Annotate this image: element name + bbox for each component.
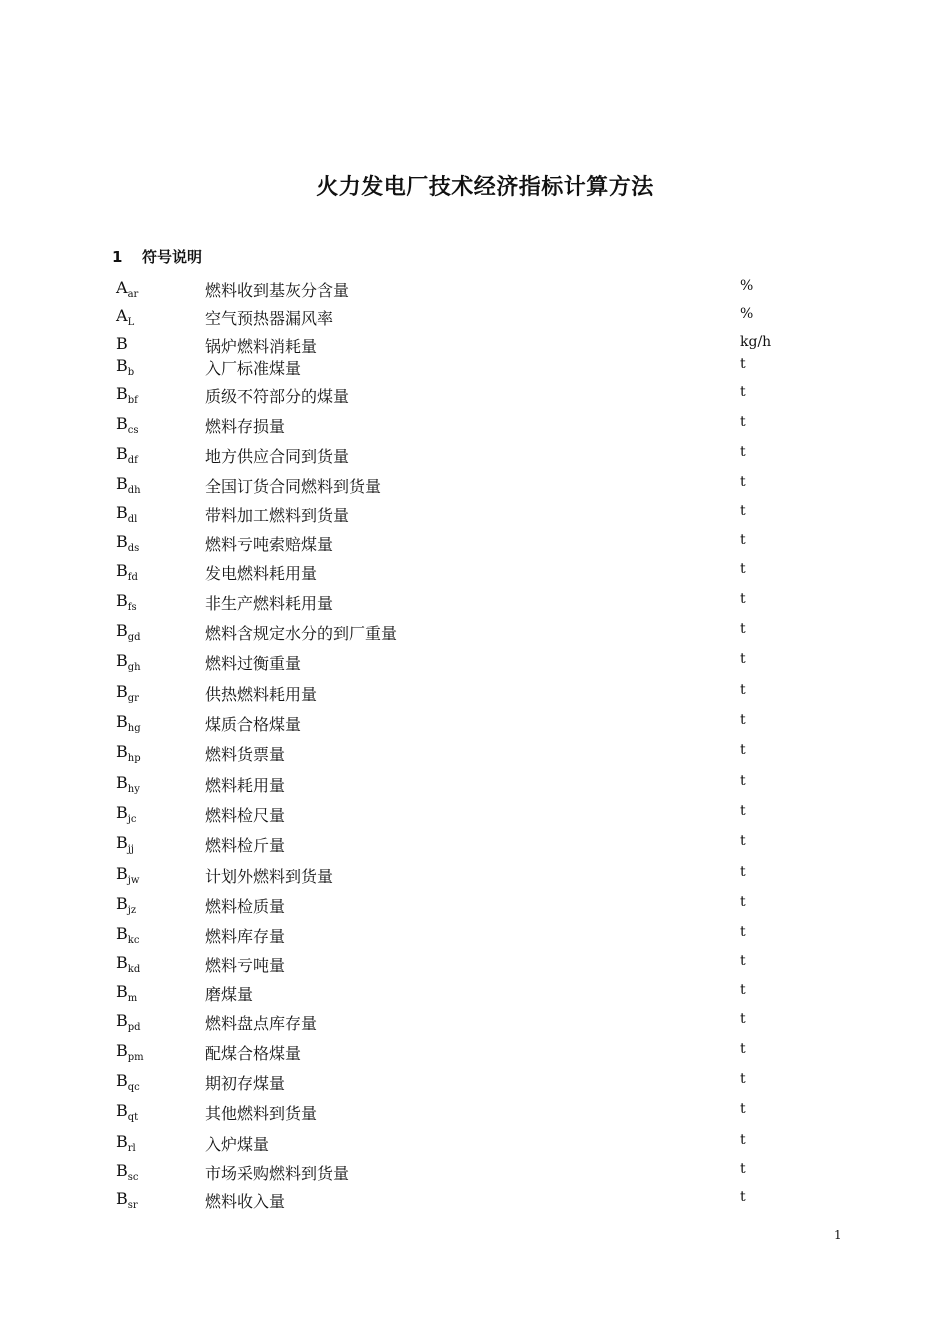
symbol-subscript: dl	[127, 514, 138, 525]
symbol-row	[0, 953, 950, 981]
symbol-row	[0, 414, 950, 442]
symbol-unit: t	[740, 1161, 746, 1177]
symbol-base: B	[116, 1101, 128, 1120]
symbol-row	[0, 503, 950, 531]
symbol-base: B	[116, 924, 128, 943]
symbol-subscript: dh	[127, 485, 141, 496]
symbol-base: A	[116, 278, 128, 297]
symbol-subscript: gd	[127, 632, 141, 643]
symbol	[116, 621, 141, 643]
symbol-unit: t	[740, 742, 746, 758]
symbol-base: B	[116, 356, 128, 375]
symbol	[116, 532, 139, 554]
symbol-subscript: kd	[127, 964, 141, 975]
symbol-unit: t	[740, 503, 746, 519]
symbol-base: B	[116, 414, 128, 433]
symbol-row	[0, 474, 950, 502]
symbol-base: B	[116, 712, 128, 731]
symbol-subscript: b	[127, 367, 135, 378]
symbol	[116, 712, 141, 734]
symbol-row	[0, 1132, 950, 1160]
symbol-subscript: pm	[127, 1052, 144, 1063]
symbol-description: 燃料亏吨索赔煤量	[205, 535, 334, 554]
symbol-base: A	[116, 306, 128, 325]
symbol-description: 燃料存损量	[205, 417, 286, 436]
symbol-description: 燃料检质量	[205, 897, 286, 916]
symbol-base: B	[116, 1189, 128, 1208]
symbol-description: 空气预热器漏风率	[205, 309, 334, 328]
symbol-subscript: cs	[127, 425, 139, 436]
symbol-row	[0, 356, 950, 384]
symbol	[116, 1161, 139, 1183]
symbol-description: 燃料含规定水分的到厂重量	[205, 624, 398, 643]
symbol	[116, 982, 137, 1004]
symbol-subscript: bf	[127, 395, 138, 406]
symbol-unit: t	[740, 803, 746, 819]
symbol-row	[0, 982, 950, 1010]
symbol-description: 非生产燃料耗用量	[205, 594, 334, 613]
symbol-subscript: ds	[127, 543, 140, 554]
symbol	[116, 444, 138, 466]
symbol-row	[0, 444, 950, 472]
symbol-base: B	[116, 532, 128, 551]
symbol-subscript: m	[127, 993, 138, 1004]
section-number: 1	[112, 248, 123, 266]
symbol-unit: t	[740, 474, 746, 490]
symbol	[116, 1189, 138, 1211]
symbol-description: 磨煤量	[205, 985, 254, 1004]
symbol	[116, 1101, 138, 1123]
symbol-unit: t	[740, 773, 746, 789]
symbol-description: 燃料收到基灰分含量	[205, 281, 350, 300]
symbol-row	[0, 1071, 950, 1099]
symbol-subscript: sr	[127, 1200, 138, 1211]
symbol	[116, 1041, 144, 1063]
symbol-base: B	[116, 561, 128, 580]
symbol-base: B	[116, 591, 128, 610]
symbol-base: B	[116, 1161, 128, 1180]
symbol-description: 其他燃料到货量	[205, 1104, 318, 1123]
symbol-unit: t	[740, 1189, 746, 1205]
symbol-row	[0, 773, 950, 801]
symbol-unit: t	[740, 682, 746, 698]
symbol-description: 配煤合格煤量	[205, 1044, 302, 1063]
symbol-row	[0, 864, 950, 892]
symbol-subscript: gr	[127, 693, 139, 704]
symbol-row	[0, 1189, 950, 1217]
symbol	[116, 474, 141, 496]
symbol-unit: t	[740, 444, 746, 460]
symbol-row	[0, 278, 950, 306]
symbol-base: B	[116, 1041, 128, 1060]
symbol-row	[0, 894, 950, 922]
symbol-base: B	[116, 384, 128, 403]
symbol-subscript: sc	[127, 1172, 139, 1183]
symbol-unit: t	[740, 1101, 746, 1117]
symbol-base: B	[116, 1132, 128, 1151]
symbol	[116, 384, 138, 406]
symbol-base: B	[116, 803, 128, 822]
symbol-base: B	[116, 334, 128, 353]
symbol-base: B	[116, 651, 128, 670]
symbol-description: 燃料库存量	[205, 927, 286, 946]
symbol	[116, 306, 134, 328]
symbol-row	[0, 833, 950, 861]
symbol-row	[0, 1101, 950, 1129]
symbol-base: B	[116, 474, 128, 493]
symbol-base: B	[116, 742, 128, 761]
symbol-row	[0, 591, 950, 619]
symbol-unit: t	[740, 651, 746, 667]
symbol-base: B	[116, 773, 128, 792]
symbol-description: 燃料货票量	[205, 745, 286, 764]
symbol-unit: t	[740, 1071, 746, 1087]
symbol-base: B	[116, 833, 128, 852]
symbol-subscript: jc	[127, 814, 137, 825]
symbol-unit: t	[740, 414, 746, 430]
symbol-unit: t	[740, 894, 746, 910]
symbol-description: 带料加工燃料到货量	[205, 506, 350, 525]
symbol-base: B	[116, 1011, 128, 1030]
symbol-base: B	[116, 682, 128, 701]
symbol-subscript: jj	[127, 844, 134, 855]
symbol	[116, 591, 137, 613]
symbol-subscript: qc	[127, 1082, 140, 1093]
symbol-description: 期初存煤量	[205, 1074, 286, 1093]
symbol-unit: t	[740, 712, 746, 728]
symbol-base: B	[116, 894, 128, 913]
symbol-unit: t	[740, 953, 746, 969]
symbol	[116, 924, 139, 946]
symbol	[116, 1132, 136, 1154]
symbol-description: 燃料过衡重量	[205, 654, 302, 673]
symbol-unit: t	[740, 1132, 746, 1148]
symbol-description: 锅炉燃料消耗量	[205, 337, 318, 356]
symbol-row	[0, 384, 950, 412]
symbol-subscript: kc	[127, 935, 140, 946]
symbol-row	[0, 682, 950, 710]
symbol-unit: t	[740, 591, 746, 607]
symbol-subscript: fs	[127, 602, 137, 613]
symbol-unit: t	[740, 384, 746, 400]
symbol	[116, 651, 141, 673]
symbol-row	[0, 924, 950, 952]
symbol-description: 燃料收入量	[205, 1192, 286, 1211]
symbol	[116, 803, 136, 825]
symbol-unit: %	[740, 306, 754, 322]
symbol-unit: t	[740, 833, 746, 849]
symbol-unit: %	[740, 278, 754, 294]
symbol	[116, 1071, 140, 1093]
symbol	[116, 864, 139, 886]
symbol	[116, 561, 138, 583]
symbol-subscript: fd	[127, 572, 138, 583]
document-title: 火力发电厂技术经济指标计算方法	[316, 175, 654, 200]
symbol-subscript: jz	[127, 905, 137, 916]
symbol	[116, 334, 128, 353]
symbol-row	[0, 532, 950, 560]
symbol-description: 燃料检斤量	[205, 836, 286, 855]
symbol-base: B	[116, 503, 128, 522]
symbol-description: 发电燃料耗用量	[205, 564, 318, 583]
symbol-description: 燃料亏吨量	[205, 956, 286, 975]
symbol-unit: t	[740, 982, 746, 998]
symbol-base: B	[116, 1071, 128, 1090]
symbol-subscript: rl	[127, 1143, 136, 1154]
symbol	[116, 833, 134, 855]
symbol-base: B	[116, 982, 128, 1001]
symbol-description: 市场采购燃料到货量	[205, 1164, 350, 1183]
symbol-description: 燃料盘点库存量	[205, 1014, 318, 1033]
symbol	[116, 1011, 141, 1033]
symbol-unit: t	[740, 532, 746, 548]
symbol-subscript: jw	[127, 875, 140, 886]
symbol-subscript: gh	[127, 662, 141, 673]
symbol-description: 入厂标准煤量	[205, 359, 302, 378]
symbol-unit: kg/h	[740, 334, 772, 350]
symbol-subscript: df	[127, 455, 138, 466]
symbol-description: 煤质合格煤量	[205, 715, 302, 734]
symbol-base: B	[116, 953, 128, 972]
symbol-subscript: ar	[127, 289, 139, 300]
symbol-description: 地方供应合同到货量	[205, 447, 350, 466]
symbol	[116, 894, 136, 916]
symbol-row	[0, 742, 950, 770]
symbol-description: 质级不符部分的煤量	[205, 387, 350, 406]
symbol	[116, 414, 139, 436]
page-number: 1	[834, 1228, 842, 1242]
symbol-unit: t	[740, 1041, 746, 1057]
symbol-subscript: qt	[127, 1112, 139, 1123]
symbol-row	[0, 1011, 950, 1039]
symbol-row	[0, 803, 950, 831]
section-title: 符号说明	[142, 248, 203, 266]
symbol	[116, 682, 139, 704]
symbol	[116, 953, 140, 975]
symbol	[116, 356, 134, 378]
symbol	[116, 742, 141, 764]
symbol-subscript: hp	[127, 753, 141, 764]
symbol-row	[0, 1041, 950, 1069]
symbol-unit: t	[740, 924, 746, 940]
symbol-row	[0, 306, 950, 334]
symbol-description: 全国订货合同燃料到货量	[205, 477, 382, 496]
symbol-unit: t	[740, 621, 746, 637]
symbol	[116, 503, 137, 525]
symbol-description: 供热燃料耗用量	[205, 685, 318, 704]
symbol-unit: t	[740, 356, 746, 372]
symbol-description: 入炉煤量	[205, 1135, 270, 1154]
symbol-row	[0, 561, 950, 589]
symbol-row	[0, 651, 950, 679]
symbol-base: B	[116, 444, 128, 463]
symbol-description: 燃料检尺量	[205, 806, 286, 825]
symbol-unit: t	[740, 1011, 746, 1027]
symbol-row	[0, 712, 950, 740]
symbol	[116, 773, 140, 795]
symbol-base: B	[116, 621, 128, 640]
symbol-row	[0, 1161, 950, 1189]
symbol-subscript: pd	[127, 1022, 141, 1033]
symbol	[116, 278, 138, 300]
symbol-subscript: L	[127, 317, 135, 328]
symbol-description: 计划外燃料到货量	[205, 867, 334, 886]
symbol-subscript: hg	[127, 723, 141, 734]
symbol-unit: t	[740, 561, 746, 577]
symbol-base: B	[116, 864, 128, 883]
symbol-description: 燃料耗用量	[205, 776, 286, 795]
symbol-row	[0, 621, 950, 649]
symbol-unit: t	[740, 864, 746, 880]
symbol-subscript: hy	[127, 784, 140, 795]
